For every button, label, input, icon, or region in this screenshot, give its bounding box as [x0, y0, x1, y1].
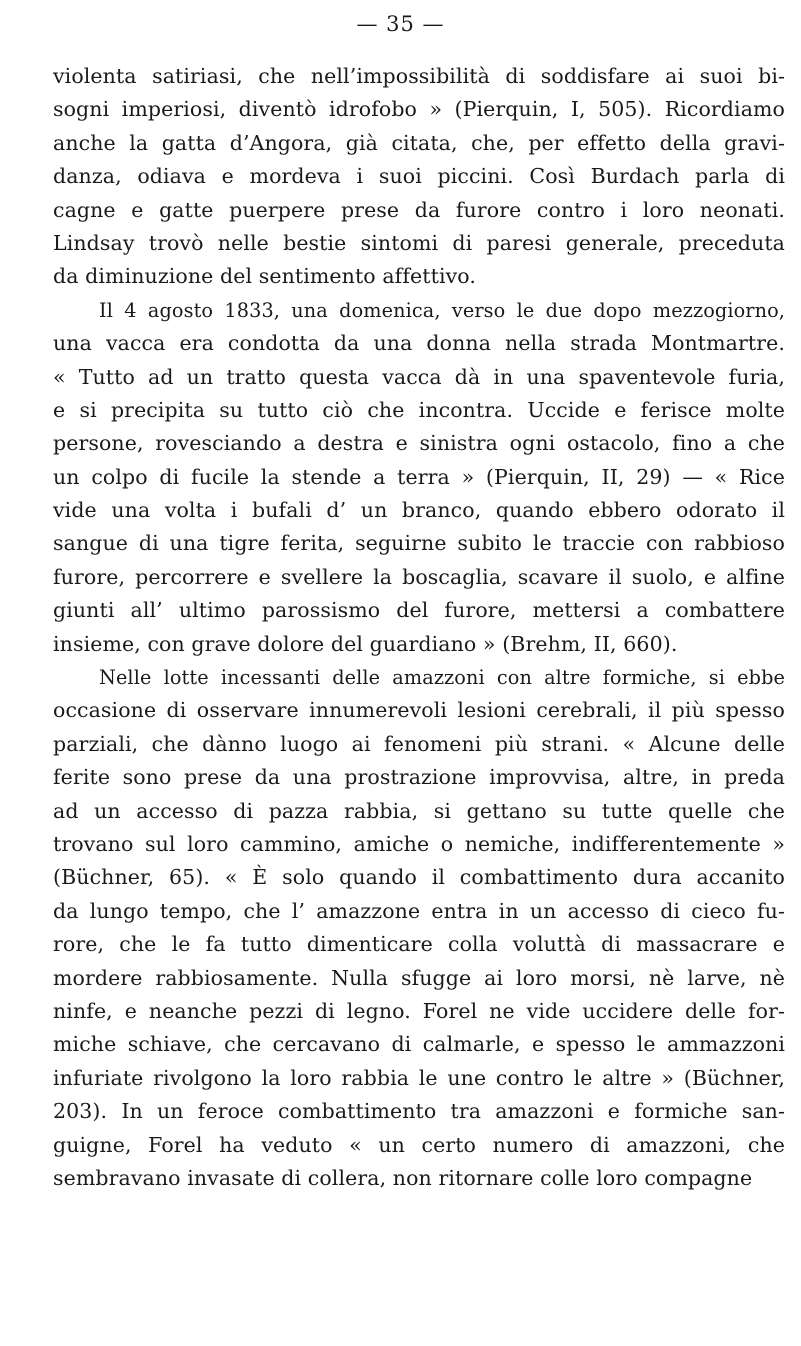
text-line: 203). In un feroce combattimento tra amazzoni e formiche san-	[53, 1099, 785, 1124]
paragraph-first-line: Nelle lotte incessanti delle amazzoni con altre formiche, si ebbe	[99, 666, 785, 690]
text-line: ferite sono prese da una prostrazione improvvisa, altre, in preda	[53, 765, 785, 790]
text-line: ninfe, e neanche pezzi di legno. Forel ne vide uccidere delle for-	[53, 998, 785, 1023]
text-line: mordere rabbiosamente. Nulla sfugge ai loro morsi, nè larve, nè	[53, 965, 785, 990]
text-line: vide una volta i bufali d’ un branco, quando ebbero odorato il	[53, 498, 785, 523]
text-line: una vacca era condotta da una donna nella strada Montmartre.	[53, 331, 785, 356]
text-line: (Büchner, 65). « È solo quando il combattimento dura accanito	[53, 865, 785, 890]
text-line: rore, che le fa tutto dimenticare colla voluttà di massacrare e	[53, 932, 785, 957]
text-line: infuriate rivolgono la loro rabbia le une contro le altre » (Büchner,	[53, 1065, 785, 1090]
text-line: sangue di una tigre ferita, seguirne subito le traccie con rabbioso	[53, 531, 785, 556]
text-line: furore, percorrere e svellere la boscaglia, scavare il suolo, e alfine	[53, 564, 785, 589]
text-line: cagne e gatte puerpere prese da furore contro i loro neonati.	[53, 197, 785, 222]
text-line: anche la gatta d’Angora, già citata, che, per effetto della gravi-	[53, 130, 785, 155]
text-line: e si precipita su tutto ciò che incontra. Uccide e ferisce molte	[53, 397, 785, 422]
text-line: ad un accesso di pazza rabbia, si gettano su tutte quelle che	[53, 798, 785, 823]
body-text	[53, 60, 785, 1195]
text-line: insieme, con grave dolore del guardiano » (Brehm, II, 660).	[53, 631, 678, 656]
text-line: guigne, Forel ha veduto « un certo numero di amazzoni, che	[53, 1132, 785, 1157]
text-line: un colpo di fucile la stende a terra » (Pierquin, II, 29) — « Rice	[53, 464, 785, 489]
text-line: persone, rovesciando a destra e sinistra ogni ostacolo, fino a che	[53, 431, 785, 456]
text-line: miche schiave, che cercavano di calmarle, e spesso le ammazzoni	[53, 1032, 785, 1057]
text-line: parziali, che dànno luogo ai fenomeni più strani. « Alcune delle	[53, 731, 785, 756]
text-line: occasione di osservare innumerevoli lesioni cerebrali, il più spesso	[53, 698, 785, 723]
text-line: trovano sul loro cammino, amiche o nemiche, indifferentemente »	[53, 831, 785, 856]
text-line: danza, odiava e mordeva i suoi piccini. Così Burdach parla di	[53, 164, 785, 189]
text-line: Lindsay trovò nelle bestie sintomi di paresi generale, preceduta	[53, 230, 785, 255]
text-line: « Tutto ad un tratto questa vacca dà in una spaventevole furia,	[53, 364, 785, 389]
paragraph-first-line: Il 4 agosto 1833, una domenica, verso le due dopo mezzogiorno,	[99, 298, 785, 322]
text-line: giunti all’ ultimo parossismo del furore, mettersi a combattere	[53, 598, 785, 623]
text-line: sogni imperiosi, diventò idrofobo » (Pierquin, I, 505). Ricordiamo	[53, 97, 785, 122]
text-line: da lungo tempo, che l’ amazzone entra in un accesso di cieco fu-	[53, 898, 785, 923]
page-number: — 35 —	[356, 12, 445, 36]
text-line: da diminuzione del sentimento affettivo.	[53, 264, 476, 289]
text-line: sembravano invasate di collera, non ritornare colle loro compagne	[53, 1165, 753, 1190]
text-line: violenta satiriasi, che nell’impossibilità di soddisfare ai suoi bi-	[53, 64, 785, 88]
